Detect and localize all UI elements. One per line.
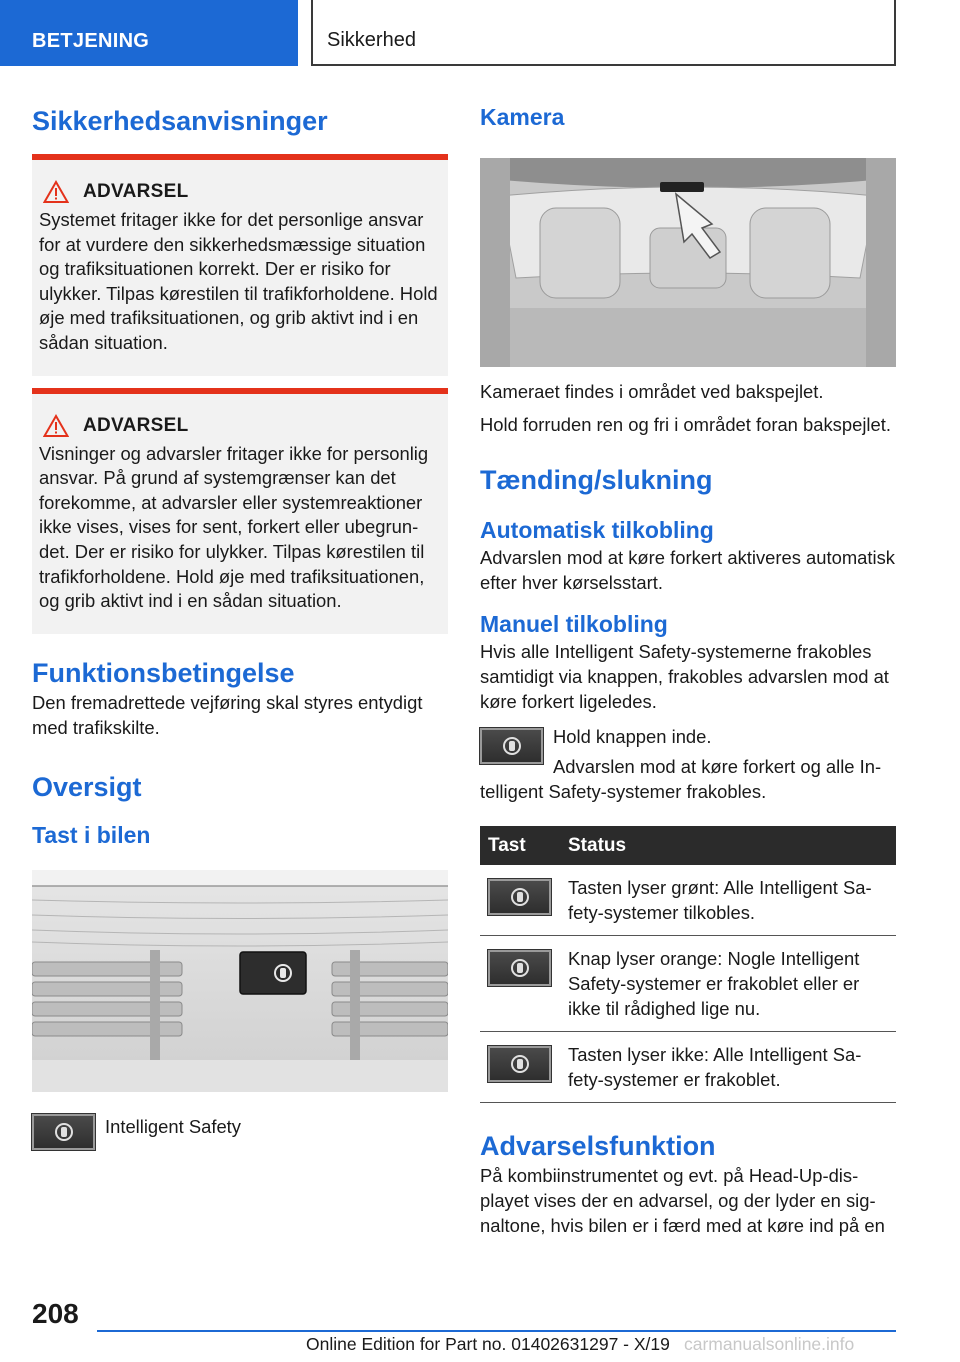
watermark-text: carmanualsonline.info bbox=[684, 1334, 855, 1354]
table-cell-status: Tasten lyser grønt: Alle Intelligent Safety-systemer tilkobles. bbox=[560, 865, 896, 936]
heading-function-condition: Funktionsbetingelse bbox=[32, 657, 295, 688]
table-cell-status: Knap lyser orange: Nogle Intelligent Safety-systemer er frakoblet eller er ikke til rådighed lige nu. bbox=[560, 936, 896, 1032]
warning-title: ADVARSEL bbox=[83, 414, 189, 436]
table-header-button: Tast bbox=[480, 826, 560, 865]
hold-text: Hold knappen inde. bbox=[553, 726, 712, 747]
section-tab: BETJENING bbox=[0, 0, 298, 66]
warning-triangle-icon bbox=[43, 180, 69, 204]
page-header bbox=[0, 0, 960, 66]
heading-button-in-car: Tast i bilen bbox=[32, 821, 151, 848]
camera-text-1: Kameraet findes i området ved bakspejlet. bbox=[480, 381, 824, 402]
footer-divider bbox=[97, 1330, 896, 1332]
button-legend bbox=[32, 1114, 448, 1150]
button-off-icon bbox=[488, 1046, 551, 1082]
page-footer bbox=[0, 1290, 960, 1362]
table-row bbox=[480, 1032, 896, 1103]
table-cell-status: Tasten lyser ikke: Alle Intelligent Safety-systemer er frakoblet. bbox=[560, 1032, 896, 1103]
edition-text: Online Edition for Part no. 01402631297 - X/19 bbox=[306, 1334, 670, 1354]
warning-text: Visninger og advarsler fritager ikke for personlig ansvar. På grund af systemgrænser kan det forekomme, at advarsler eller systemreaktioner ikke vises, vises for sent, forkert eller ubegrundet. Der er risiko for ulykker. Tilpas kørestilen til trafikforholdene. Hold øje med trafiksituationen, og grib aktivt ind i en sådan situation. bbox=[39, 442, 429, 612]
heading-on-off: Tænding/slukning bbox=[480, 465, 713, 495]
auto-on-text: Advarslen mod at køre forkert aktiveres automatisk efter hver kørselsstart. bbox=[480, 547, 895, 593]
heading-warning-function: Advarselsfunktion bbox=[480, 1131, 716, 1161]
warning-triangle-icon bbox=[43, 414, 69, 438]
heading-overview: Oversigt bbox=[32, 771, 142, 802]
page-number: 208 bbox=[32, 1298, 79, 1329]
button-green-icon bbox=[488, 879, 551, 915]
button-caption: Intelligent Safety bbox=[105, 1115, 241, 1137]
heading-manual-on: Manuel tilkobling bbox=[480, 611, 668, 637]
function-condition-text: Den fremadrettede vejføring skal styres entydigt med trafikskilte. bbox=[32, 691, 423, 738]
warning-function-text: På kombiinstrumentet og evt. på Head-Up-displayet vises der en advarsel, og der lyder en signaltone, hvis bilen er i færd med at køre ind på en bbox=[480, 1165, 885, 1236]
table-row bbox=[480, 865, 896, 936]
table-row bbox=[480, 936, 896, 1032]
button-orange-icon bbox=[488, 950, 551, 986]
heading-auto-on: Automatisk tilkobling bbox=[480, 517, 714, 543]
status-table bbox=[480, 826, 896, 1103]
warning-box-1 bbox=[32, 154, 448, 376]
dashboard-button-photo bbox=[32, 870, 448, 1092]
left-column bbox=[32, 100, 448, 1150]
camera-location-photo bbox=[480, 158, 896, 367]
camera-text-2: Hold forruden ren og fri i området foran bakspejlet. bbox=[480, 414, 891, 435]
warning-title: ADVARSEL bbox=[83, 181, 189, 202]
table-header-status: Status bbox=[560, 826, 896, 865]
hold-instruction bbox=[480, 724, 896, 806]
heading-camera: Kamera bbox=[480, 104, 565, 130]
hold-result-text: Advarslen mod at køre forkert og alle Intelligent Safety-systemer frakobles. bbox=[480, 756, 882, 802]
manual-on-text: Hvis alle Intelligent Safety-systemerne frakobles samtidigt via knappen, frakobles advarslen mod at køre forkert ligeledes. bbox=[480, 641, 889, 712]
warning-text: Systemet fritager ikke for det personlige ansvar for at vurdere den sikkerhedsmæssige situation og trafiksituationen korrekt. Der er risiko for ulykker. Tilpas kørestilen til trafikforholdene. Hold øje med trafiksituationen, og grib aktivt ind i en sådan situation. bbox=[39, 209, 438, 353]
chapter-title: Sikkerhed bbox=[311, 0, 896, 66]
warning-box-2 bbox=[32, 388, 448, 634]
heading-safety-notes: Sikkerhedsanvisninger bbox=[32, 106, 328, 136]
right-column bbox=[480, 100, 896, 1238]
intelligent-safety-button-icon bbox=[32, 1114, 95, 1150]
